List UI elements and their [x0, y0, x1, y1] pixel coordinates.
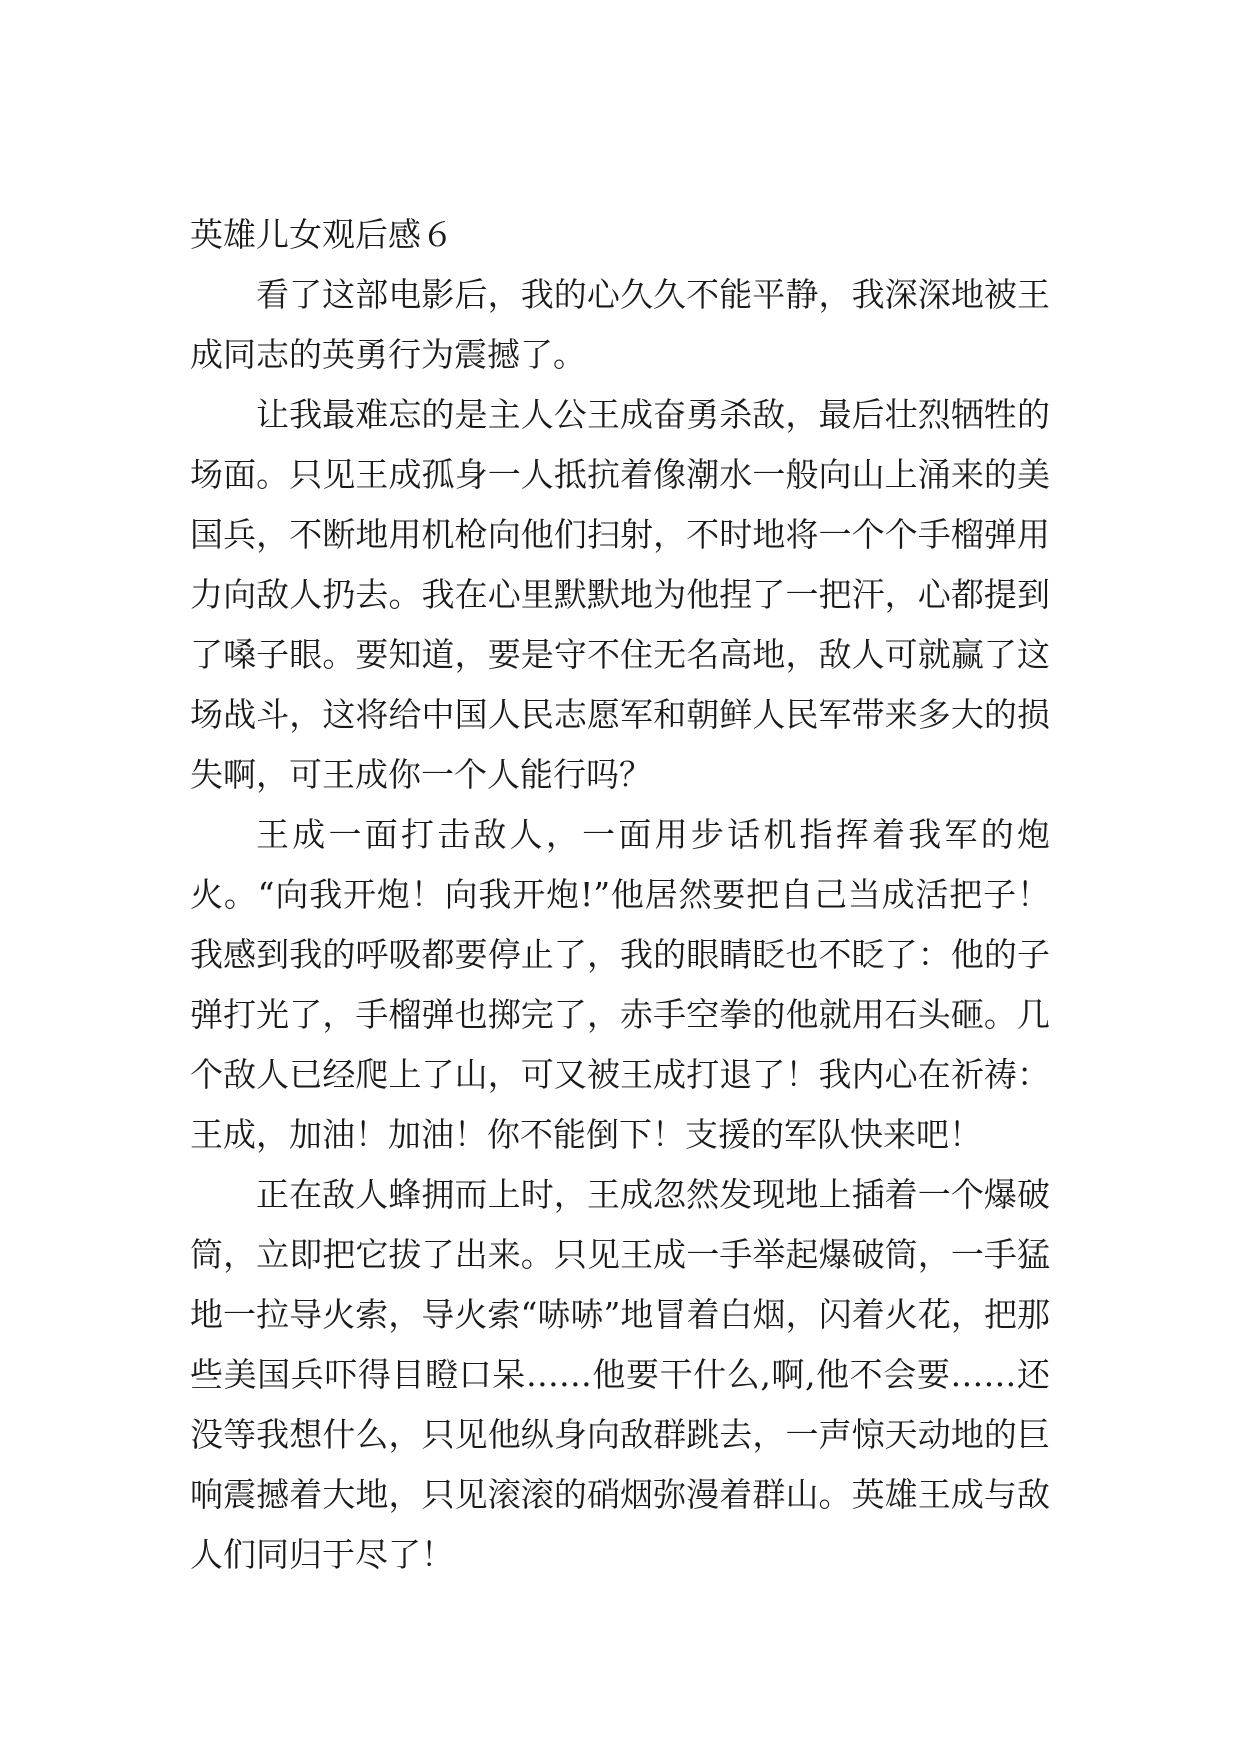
paragraph-4: 正在敌人蜂拥而上时，王成忽然发现地上插着一个爆破筒，立即把它拔了出来。只见王成一手举起爆破筒，一手猛地一拉导火索，导火索“哧哧”地冒着白烟，闪着火花，把那些美国兵吓得目瞪口呆……他要干什么,啊,他不会要……还没等我想什么，只见他纵身向敌群跳去，一声惊天动地的巨响震撼着大地，只见滚滚的硝烟弥漫着群山。英雄王成与敌人们同归于尽了！: [190, 1175, 1050, 1574]
document-title: 英雄儿女观后感６: [190, 215, 454, 254]
document-body: [190, 205, 1050, 1585]
paragraph-3: 王成一面打击敌人，一面用步话机指挥着我军的炮火。“向我开炮！向我开炮!”他居然要把自己当成活把子！我感到我的呼吸都要停止了，我的眼睛眨也不眨了：他的子弹打光了，手榴弹也掷完了，赤手空拳的他就用石头砸。几个敌人已经爬上了山，可又被王成打退了！我内心在祈祷：王成，加油！加油！你不能倒下！支援的军队快来吧！: [190, 815, 1050, 1154]
paragraph-2: 让我最难忘的是主人公王成奋勇杀敌，最后壮烈牺牲的场面。只见王成孤身一人抵抗着像潮水一般向山上涌来的美国兵，不断地用机枪向他们扫射，不时地将一个个手榴弹用力向敌人扔去。我在心里默默地为他捏了一把汗，心都提到了嗓子眼。要知道，要是守不住无名高地，敌人可就赢了这场战斗，这将给中国人民志愿军和朝鲜人民军带来多大的损失啊，可王成你一个人能行吗？: [190, 395, 1050, 794]
paragraph-1: 看了这部电影后，我的心久久不能平静，我深深地被王成同志的英勇行为震撼了。: [190, 275, 1050, 374]
